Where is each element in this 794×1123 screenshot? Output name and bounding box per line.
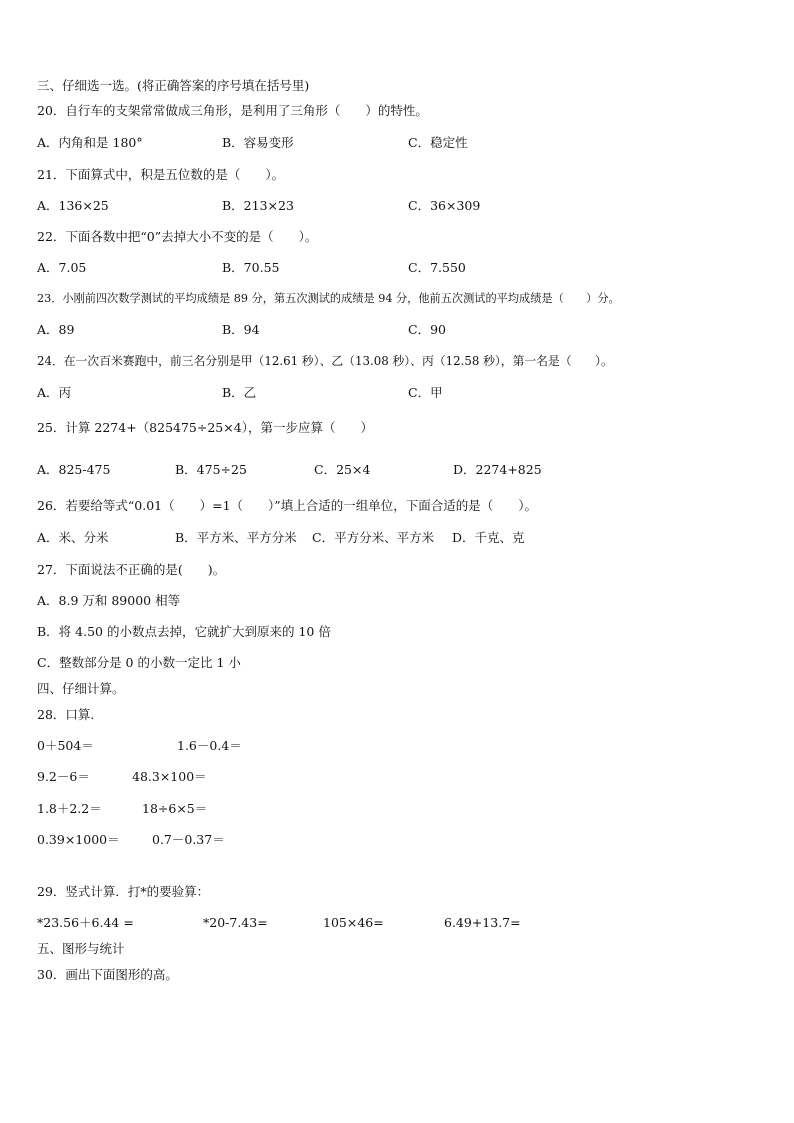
- option-b: B．将 4.50 的小数点去掉，它就扩大到原来的 10 倍: [37, 624, 331, 639]
- option-b: B．容易变形: [222, 135, 294, 150]
- option-a: A．7.05: [37, 260, 87, 275]
- section-5-header: 五、图形与统计: [37, 941, 125, 956]
- oral-calc-item: 0.39×1000＝: [37, 832, 120, 847]
- option-b: B．475÷25: [175, 462, 247, 477]
- option-b: B．213×23: [222, 198, 294, 213]
- option-c: C．稳定性: [408, 135, 468, 150]
- vertical-calc-item: *20-7.43=: [203, 915, 268, 930]
- vertical-calc-item: *23.56＋6.44 =: [37, 915, 134, 930]
- option-a: A．丙: [37, 385, 72, 400]
- question-stem: 24．在一次百米赛跑中，前三名分别是甲（12.61 秒）、乙（13.08 秒）、丙（12.58 秒），第一名是（ ）。: [37, 354, 613, 368]
- option-a: A．825-475: [37, 462, 111, 477]
- section-3-header: 三、仔细选一选。(将正确答案的序号填在括号里): [37, 78, 310, 93]
- oral-calc-item: 1.6－0.4＝: [177, 738, 242, 753]
- option-b: B．70.55: [222, 260, 280, 275]
- option-a: A．136×25: [37, 198, 109, 213]
- oral-calc-item: 18÷6×5＝: [142, 801, 208, 816]
- section-4-header: 四、仔细计算。: [37, 681, 125, 696]
- oral-calc-item: 0.7－0.37＝: [152, 832, 225, 847]
- question-stem: 25．计算 2274+（825475÷25×4），第一步应算（ ）: [37, 420, 373, 435]
- option-a: A．内角和是 180°: [37, 135, 143, 150]
- option-c: C．平方分米、平方米: [312, 530, 435, 545]
- oral-calc-item: 1.8＋2.2＝: [37, 801, 102, 816]
- question-stem: 27．下面说法不正确的是( )。: [37, 562, 226, 577]
- oral-calc-item: 48.3×100＝: [132, 769, 207, 784]
- question-stem: 20．自行车的支架常常做成三角形，是利用了三角形（ ）的特性。: [37, 103, 428, 118]
- question-stem: 22．下面各数中把“0”去掉大小不变的是（ ）。: [37, 229, 318, 244]
- option-b: B．乙: [222, 385, 257, 400]
- vertical-calc-item: 105×46=: [323, 915, 384, 930]
- vertical-calc-item: 6.49+13.7=: [444, 915, 521, 930]
- oral-calc-item: 9.2－6＝: [37, 769, 90, 784]
- option-a: A．89: [37, 322, 75, 337]
- option-c: C．甲: [408, 385, 443, 400]
- question-stem: 30．画出下面图形的高。: [37, 967, 178, 982]
- question-stem: 29．竖式计算．打*的要验算：: [37, 884, 210, 899]
- question-stem: 23．小刚前四次数学测试的平均成绩是 89 分，第五次测试的成绩是 94 分，他前五次测试的平均成绩是（ ）分。: [37, 292, 620, 305]
- question-stem: 28．口算.: [37, 707, 95, 722]
- option-c: C．36×309: [408, 198, 481, 213]
- oral-calc-item: 0＋504＝: [37, 738, 94, 753]
- option-b: B．94: [222, 322, 260, 337]
- option-c: C．整数部分是 0 的小数一定比 1 小: [37, 655, 241, 670]
- option-d: D．千克、克: [452, 530, 525, 545]
- option-c: C．25×4: [314, 462, 371, 477]
- option-c: C．90: [408, 322, 446, 337]
- option-a: A．米、分米: [37, 530, 109, 545]
- option-d: D．2274+825: [453, 462, 542, 477]
- option-b: B．平方米、平方分米: [175, 530, 297, 545]
- question-stem: 21．下面算式中，积是五位数的是（ ）。: [37, 167, 285, 182]
- option-a: A．8.9 万和 89000 相等: [37, 593, 181, 608]
- question-stem: 26．若要给等式“0.01（ ）=1（ ）”填上合适的一组单位，下面合适的是（ ）。: [37, 498, 537, 513]
- option-c: C．7.550: [408, 260, 466, 275]
